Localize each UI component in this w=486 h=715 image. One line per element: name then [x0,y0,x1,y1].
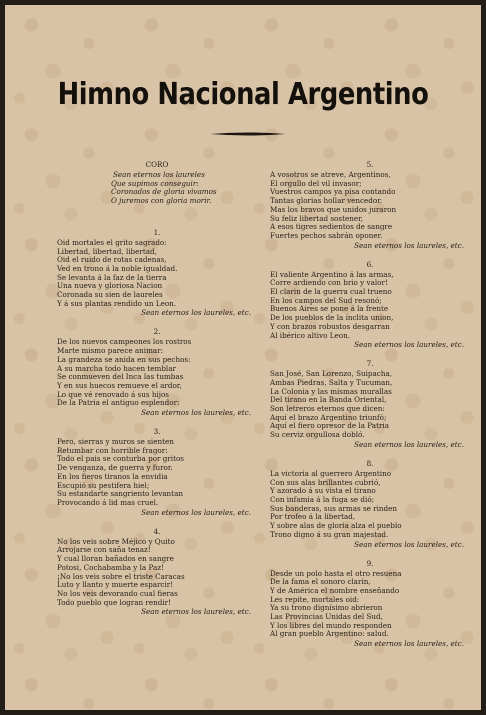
verse-line: No los veis sobre Méjico y Quito [57,536,175,546]
stanza-9 [270,559,470,649]
verse-line: Aquí el brazo Argentino triunfó; [270,412,387,422]
verse-line: Oid el ruido de rotas cadenas, [57,255,167,265]
left-column [57,160,257,616]
verse-line: Y cual lloran bañados en sangre [57,554,174,564]
stanza-number: 5. [366,160,374,169]
verse-line: Del tirano en la Banda Oriental, [270,395,387,405]
verse-line: Y de América el nombre enseñando [270,585,400,595]
verse-line: Y en sus huecos remueve el ardor, [57,380,182,390]
stanza-number: 9. [366,558,374,568]
verse-line: En los campos del Sud resonó; [270,295,382,305]
stanza-number: 2. [153,327,161,337]
verse-line: Con sus alas brillantes cubrió, [270,477,381,487]
verse-line: Al ibérico altivo Leon. [270,330,351,340]
verse-line: Retumbar con horrible fragor: [57,445,168,455]
stanza-number: 3. [153,427,161,437]
verse-line: Se conmueven del Inca las tumbas [57,372,184,382]
refrain: Sean eternos los laureles, etc. [141,308,251,318]
verse-line: Ved en trono á la noble igualdad. [57,263,178,273]
verse-line: Por trofeo á la libertad, [270,512,356,522]
verse-line: Buenos Aires se pone á la frente [270,304,389,314]
verse-line: Fuertes pechos sabrán oponer. [270,230,383,240]
refrain: Sean eternos los laureles, etc. [354,439,464,449]
verse-line: Y sobre alas de gloria alza el pueblo [270,521,402,531]
verse-line: Ambas Piedras, Salta y Tucuman, [270,377,393,387]
page-title: Himno Nacional Argentino [57,77,429,112]
verse-line: Su cerviz orgullosa dobló. [270,430,365,440]
verse-line: ¡No los veis sobre el triste Caracas [57,571,185,581]
refrain: Sean eternos los laureles, etc. [141,607,251,617]
verse-line: Luto y llanto y muerte esparcir! [57,580,174,590]
stanza-5 [270,160,470,250]
verse-line: Sus banderas, sus armas se rinden [270,503,398,513]
verse-line: No los veis devorando cual fieras [57,588,178,598]
verse-line: Escupió su pestifera hiel; [57,480,150,490]
refrain: Sean eternos los laureles, etc. [354,340,464,350]
stanza-1 [57,228,257,318]
verse-line: Desde un polo hasta el otro resuena [270,568,402,578]
verse-line: El clarin de la guerra cual trueno [270,287,392,297]
stanza-number: 8. [366,458,374,468]
verse-line: Y los libres del mundo responden [270,620,392,630]
verse-line: De la Patria el antiguo esplendor: [57,398,180,408]
verse-line: Se levanta á la faz de la tierra [57,272,167,282]
chorus [57,160,257,206]
stanza-number: 4. [153,526,161,536]
verse-line: Su estandarte sangriento levantan [57,489,183,499]
verse-line: De venganza, de guerra y furor. [57,463,173,473]
verse-line: Lo que vé renovado á sus hijos [57,389,169,399]
verse-line: Con infamia á la fuga se dió; [270,494,375,504]
verse-line: Mas los bravos que unidos juraron [270,204,397,214]
chorus-line: O juremos con gloria morir. [111,196,212,206]
verse-line: Todo el pais se conturba por gritos [57,454,184,464]
refrain: Sean eternos los laureles, etc. [354,539,464,549]
verse-line: Al gran pueblo Argentino: salud. [270,629,389,639]
refrain: Sean eternos los laureles, etc. [141,507,251,517]
refrain: Sean eternos los laureles, etc. [354,240,464,250]
chorus-line: Sean eternos los laureles [113,170,205,179]
verse-line: Arrojarse con saña tenaz! [57,545,151,555]
verse-line: San José, San Lorenzo, Suipacha, [270,369,393,379]
verse-line: Y azorado á su vista el tirano [270,486,376,496]
verse-line: A su marcha todo hacen temblar [57,363,176,373]
verse-line: A vosotros se atreve, Argentinos, [270,170,391,179]
verse-line: El valiente Argentino á las armas, [270,269,394,279]
refrain: Sean eternos los laureles, etc. [141,408,251,418]
verse-line: Oid mortales el grito sagrado: [57,237,167,247]
verse-line: Corre ardiendo con brio y valor! [270,278,388,288]
stanza-8 [270,459,470,549]
stanza-3 [57,427,257,517]
verse-line: Aquí el fiero opresor de la Patria [270,421,390,431]
verse-line: Provocando á lid mas cruel. [57,497,159,507]
verse-line: Y con brazos robustos desgarran [270,321,390,331]
verse-line: Trono digno á su gran majestad. [270,529,389,539]
verse-line: La grandeza se anida en sus pechos: [57,354,191,364]
verse-line: Son letreros eternos que dicen: [270,404,385,414]
verse-line: Su feliz libertad sostener, [270,213,364,223]
verse-line: A esos tigres sedientos de sangre [270,222,393,232]
stanza-4 [57,527,257,617]
verse-line: Pero, sierras y muros se sienten [57,437,174,447]
stanza-number: 6. [366,259,374,269]
stanza-7 [270,359,470,449]
verse-line: La Colonia y las mismas murallas [270,386,392,396]
verse-line: De los pueblos de la ínclita union, [270,313,394,323]
verse-line: En los fieros tiranos la envidia [57,471,168,481]
stanza-6 [270,260,470,350]
verse-line: Libertad, libertad, libertad, [57,246,157,256]
verse-line: Las Provincias Unidas del Sud, [270,612,383,622]
verse-line: Les repite, mortales oid: [270,594,360,604]
stanza-2 [57,327,257,417]
right-column [270,160,470,648]
verse-line: La victoria al guerrero Argentino [270,468,392,478]
verse-line: Potosi, Cochabamba y la Paz! [57,562,164,572]
stanza-number: 7. [366,359,374,369]
chorus-line: Que supimos conseguir: [111,178,199,188]
chorus-line: Coronados de gloria vivamos [111,187,217,197]
refrain: Sean eternos los laureles, etc. [354,639,464,649]
verse-line: El orgullo del vil invasor; [270,178,362,188]
verse-line: Marte mismo parece animar: [57,346,164,356]
verse-line: Una nueva y gloriosa Nacion [57,281,163,291]
verse-line: Vuestros campos ya pisa contando [270,187,396,197]
verse-line: Coronada su sien de laureles [57,290,163,300]
stanza-number: 1. [153,227,161,237]
verse-line: De los nuevos campeones los rostros [57,337,192,347]
title-ornament-divider [210,131,286,137]
verse-line: Tantas glorias hollar vencedor. [270,196,383,206]
verse-line: De la fama el sonoro clarín, [270,577,371,587]
chorus-label: CORO [145,160,169,169]
verse-line: Y á sus plantas rendido un Leon. [57,298,177,308]
verse-line: Ya su trono dignísimo abrieron [270,603,383,613]
verse-line: Todo pueblo que logran rendir! [57,597,171,607]
